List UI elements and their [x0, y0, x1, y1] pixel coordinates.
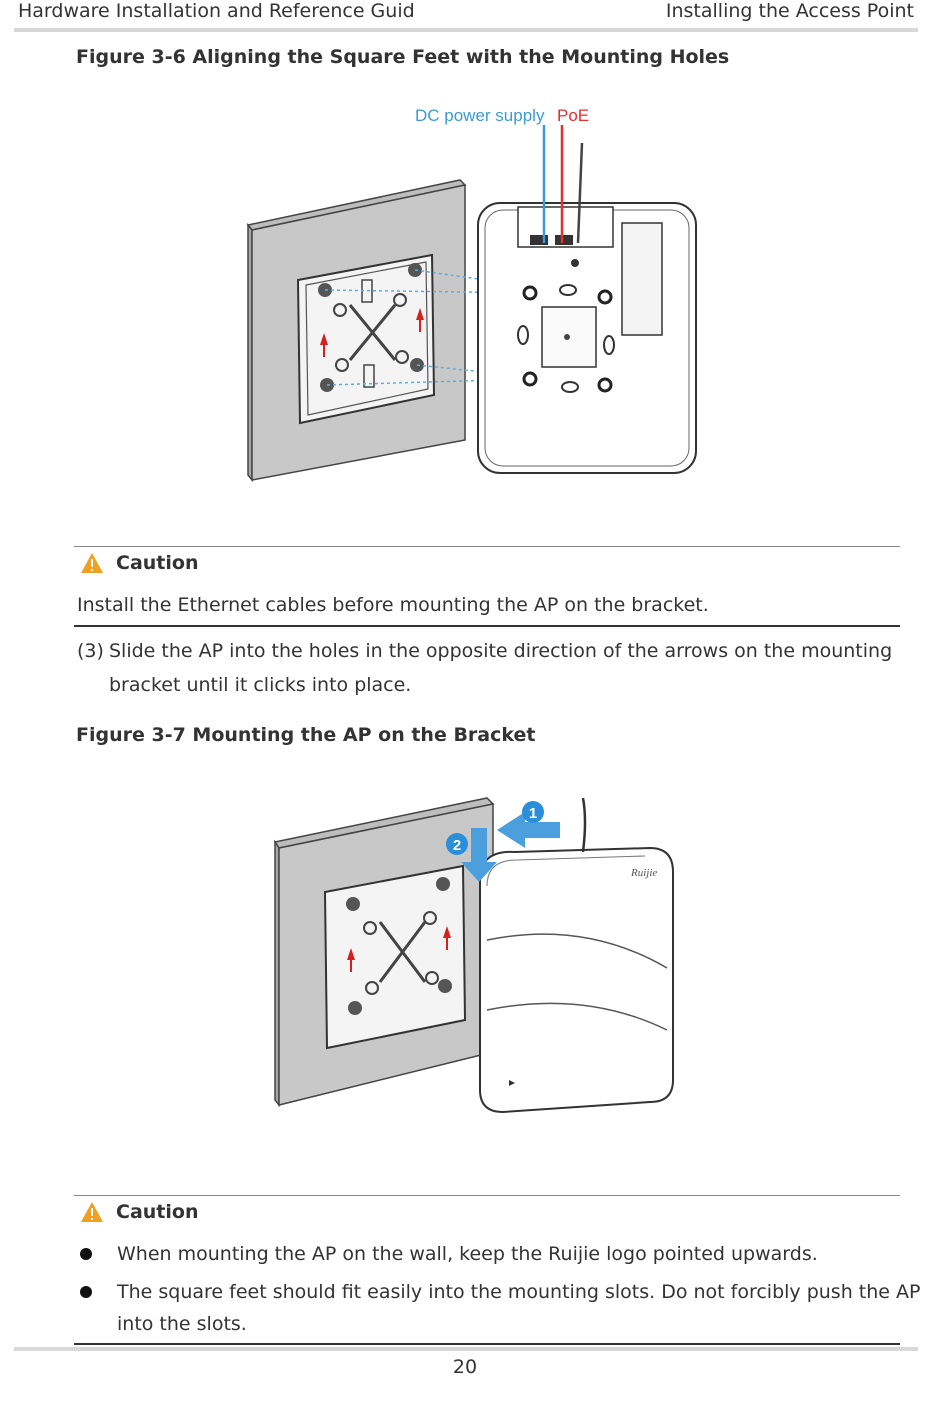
bullet-dot	[80, 1248, 92, 1260]
step-number: (3)	[77, 640, 104, 662]
ruijie-logo: Ruijie	[631, 867, 658, 879]
figure-3-7-title: Figure 3-7 Mounting the AP on the Bracket	[76, 724, 536, 746]
header-section-title: Installing the Access Point	[665, 0, 914, 22]
warning-icon	[80, 1201, 104, 1223]
figure-3-7-illustration	[265, 790, 685, 1115]
warning-icon	[80, 552, 104, 574]
caution-text: Install the Ethernet cables before mounting the AP on the bracket.	[77, 594, 709, 616]
step-text-line2: bracket until it clicks into place.	[109, 674, 412, 696]
caution-2-label: Caution	[116, 1201, 199, 1223]
figure-3-6-title: Figure 3-6 Aligning the Square Feet with the Mounting Holes	[76, 46, 730, 68]
page-number: 20	[452, 1356, 478, 1378]
access-point-front	[480, 848, 673, 1112]
header-divider	[14, 28, 918, 32]
caution-2-top-rule	[74, 1195, 900, 1196]
caution-label: Caution	[116, 552, 199, 574]
step-2-number: 2	[452, 837, 462, 854]
header-doc-title: Hardware Installation and Reference Guid	[18, 0, 415, 22]
step-text-line1: Slide the AP into the holes in the opposite direction of the arrows on the mounting	[109, 640, 893, 662]
step-1-number: 1	[528, 805, 538, 822]
caution-2-bottom-rule	[74, 1343, 900, 1345]
mounting-bracket	[325, 866, 465, 1048]
caution-heading	[80, 552, 198, 574]
poe-label: PoE	[557, 106, 590, 125]
caution-bottom-rule	[74, 625, 900, 627]
caution-2-bullet-1: When mounting the AP on the wall, keep the Ruijie logo pointed upwards.	[117, 1243, 818, 1265]
caution-2-bullet-2-line2: into the slots.	[117, 1313, 247, 1335]
caution-2-heading	[80, 1201, 198, 1223]
footer-divider	[14, 1347, 918, 1351]
dc-power-label: DC power supply	[415, 106, 545, 125]
figure-3-6-illustration	[240, 95, 710, 490]
bullet-dot	[80, 1286, 92, 1298]
page-header	[18, 0, 914, 28]
caution-top-rule	[74, 546, 900, 547]
caution-2-bullet-2-line1: The square feet should fit easily into the mounting slots. Do not forcibly push the AP	[117, 1281, 921, 1303]
